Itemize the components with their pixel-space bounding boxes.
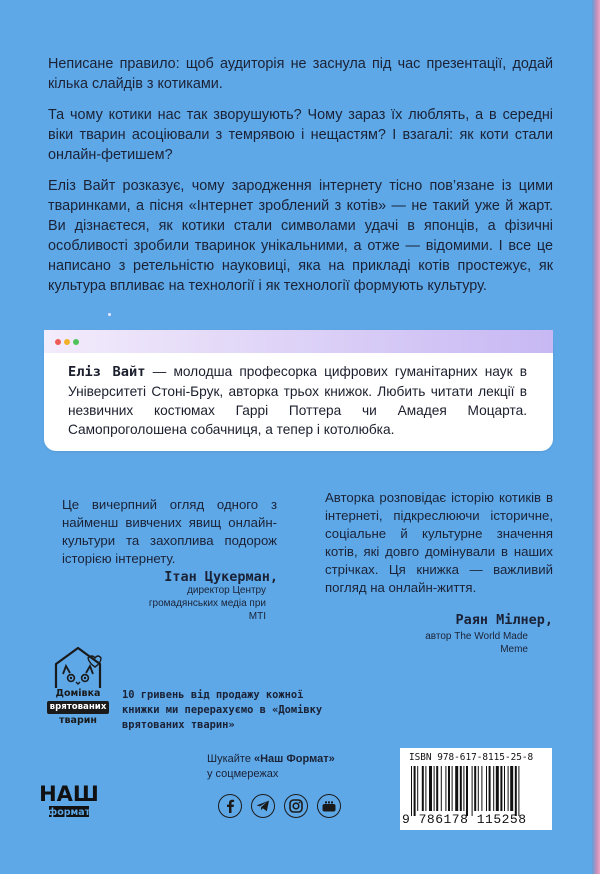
maximize-dot-icon [73, 339, 79, 345]
social-icons [218, 794, 341, 818]
author-bio [44, 353, 553, 439]
shelter-logo-text [44, 687, 112, 727]
quote-left-text: Це вичерпний огляд одного з найменш вивчених явищ онлайн-культури та захоплива подорож історією інтернету. [62, 497, 277, 566]
decorative-dot [108, 313, 111, 316]
barcode-digits: 9 786178 115258 [402, 812, 527, 827]
shelter-line-1: Домівка [55, 688, 101, 699]
publisher-logo-icon [39, 775, 99, 821]
quote-left-author: Ітан Цукерман, [164, 569, 278, 585]
publisher-line-2: формат [47, 807, 91, 818]
youtube-icon[interactable] [317, 794, 341, 818]
shelter-line-2: врятованих [47, 701, 110, 714]
quote-right-role: автор The World Made Meme [425, 631, 528, 655]
social-suffix: у соцмережах [207, 768, 279, 780]
intro-paragraph-2: Та чому котики нас так зворушують? Чому зараз їх люблять, а в середні віки тварин асоціювали з темрявою і нещастям? І взагалі: як коти стали онлайн-фетишем? [48, 107, 553, 163]
isbn-label: ISBN 978-617-8115-25-8 [409, 752, 534, 763]
close-dot-icon [55, 339, 61, 345]
intro-paragraph-1: Неписане правило: щоб аудиторія не заснула під час презентації, додай кілька слайдів з котиками. [48, 56, 553, 92]
window-title-bar [44, 330, 553, 353]
author-name: Еліз Вайт [68, 364, 146, 380]
publisher-line-1: НАШ [39, 782, 99, 806]
quote-right-text: Авторка розповідає історію котиків в інтернеті, підкреслюючи історичне, соціальне й культурне значення котів, які довго домінували в наших стрічках. Ця книжка — важливий погляд на онлайн-життя. [325, 490, 553, 595]
intro-text [48, 54, 553, 307]
instagram-icon[interactable] [284, 794, 308, 818]
social-brand: «Наш Формат» [254, 753, 335, 765]
author-bio-text: — молодша професорка цифрових гуманітарних наук в Університеті Стоні-Брук, авторка трьох книжок. Любить читати лекції в незвичних костюмах Гаррі Поттера чи Амадея Моцарта. Самопроголошена собачниця, а тепер і котолюбка. [68, 364, 527, 437]
quote-right-author: Раян Мілнер, [455, 612, 553, 628]
social-prefix: Шукайте [207, 753, 254, 765]
donation-note: 10 гривень від продажу кожної книжки ми перерахуємо в «Домівку врятованих тварин» [122, 689, 323, 731]
shelter-line-3: тварин [59, 715, 97, 726]
author-bio-window [44, 330, 553, 451]
cover-edge [592, 0, 600, 874]
telegram-icon[interactable] [251, 794, 275, 818]
intro-paragraph-3: Еліз Вайт розказує, чому зародження інтернету тісно пов’язане із цими тваринками, а пісня «Інтернет зроблений з котів» — не такий уже й жарт. Ви дізнаєтеся, як котики стали символами удачі в японців, а фізичні особливості зробили тваринок унікальними, а отже — відомими. І все це написано з ретельністю науковиці, яка на прикладі котів простежує, як культура впливає на технології і як технології формують культуру. [48, 178, 553, 294]
social-caption [207, 752, 335, 782]
quote-left-role: директор Центру громадянських медіа при MTI [148, 585, 266, 622]
facebook-icon[interactable] [218, 794, 242, 818]
barcode-icon [409, 766, 549, 818]
minimize-dot-icon [64, 339, 70, 345]
